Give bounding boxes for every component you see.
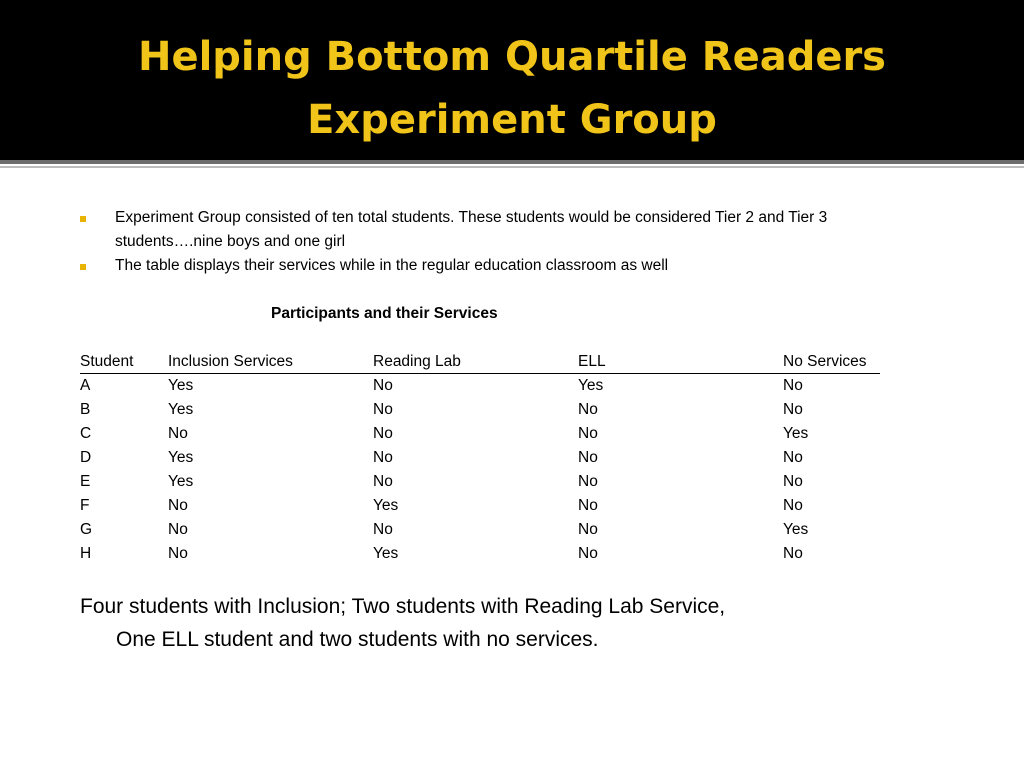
- summary-paragraph: [80, 590, 920, 656]
- table-cell: No: [373, 425, 393, 442]
- title-band: [0, 0, 1024, 160]
- table-cell: No: [783, 377, 803, 394]
- table-cell: No: [578, 401, 598, 418]
- square-bullet-icon: [80, 264, 86, 270]
- square-bullet-icon: [80, 216, 86, 222]
- header-reading-lab: Reading Lab: [373, 353, 461, 370]
- table-cell: No: [578, 545, 598, 562]
- table-cell: Yes: [168, 449, 194, 466]
- table-cell: No: [373, 473, 393, 490]
- title-divider-thin: [0, 166, 1024, 168]
- table-cell: No: [783, 497, 803, 514]
- table-caption: Participants and their Services: [271, 305, 498, 322]
- table-cell: Yes: [373, 497, 399, 514]
- table-row: [80, 518, 880, 542]
- table-row: [80, 374, 880, 398]
- table-row: [80, 422, 880, 446]
- table-cell: Yes: [168, 473, 194, 490]
- table-cell: No: [578, 449, 598, 466]
- table-header-row: [80, 350, 880, 374]
- table-cell: No: [168, 497, 188, 514]
- table-cell: No: [373, 401, 393, 418]
- table-cell: Yes: [373, 545, 399, 562]
- table-cell: No: [783, 545, 803, 562]
- header-inclusion-services: Inclusion Services: [168, 353, 293, 370]
- table-cell: Yes: [168, 377, 194, 394]
- table-cell: No: [578, 473, 598, 490]
- table-cell: No: [373, 521, 393, 538]
- table-row: [80, 494, 880, 518]
- services-table: [80, 350, 880, 566]
- table-cell: Yes: [168, 401, 194, 418]
- table-row: [80, 542, 880, 566]
- slide-title-line-2: Experiment Group: [307, 97, 717, 143]
- table-row: [80, 470, 880, 494]
- table-cell: F: [80, 497, 90, 514]
- table-row: [80, 398, 880, 422]
- header-ell: ELL: [578, 353, 606, 370]
- bullet-text: Experiment Group consisted of ten total students. These students would be considered Tier 2 and Tier 3 students….nine boys and one girl: [115, 209, 828, 250]
- table-cell: H: [80, 545, 92, 562]
- table-cell: C: [80, 425, 92, 442]
- table-cell: No: [168, 425, 188, 442]
- table-cell: No: [373, 449, 393, 466]
- table-cell: A: [80, 377, 91, 394]
- table-cell: No: [168, 545, 188, 562]
- table-cell: B: [80, 401, 91, 418]
- table-cell: Yes: [783, 521, 809, 538]
- table-cell: No: [578, 425, 598, 442]
- bullet-text: The table displays their services while in the regular education classroom as well: [115, 257, 669, 274]
- table-cell: No: [783, 473, 803, 490]
- table-cell: No: [578, 497, 598, 514]
- bullet-item: [80, 254, 880, 278]
- table-cell: No: [578, 521, 598, 538]
- table-row: [80, 446, 880, 470]
- bullet-item: [80, 206, 880, 254]
- table-cell: E: [80, 473, 91, 490]
- summary-line-2: One ELL student and two students with no services.: [116, 628, 599, 651]
- table-cell: No: [783, 401, 803, 418]
- table-cell: No: [373, 377, 393, 394]
- summary-line-1: Four students with Inclusion; Two students with Reading Lab Service,: [80, 595, 726, 618]
- title-divider: [0, 160, 1024, 164]
- header-no-services: No Services: [783, 353, 867, 370]
- slide-title-line-1: Helping Bottom Quartile Readers: [137, 34, 886, 80]
- table-cell: Yes: [578, 377, 604, 394]
- table-cell: D: [80, 449, 92, 466]
- header-student: Student: [80, 353, 134, 370]
- table-cell: Yes: [783, 425, 809, 442]
- table-cell: G: [80, 521, 93, 538]
- table-cell: No: [783, 449, 803, 466]
- table-cell: No: [168, 521, 188, 538]
